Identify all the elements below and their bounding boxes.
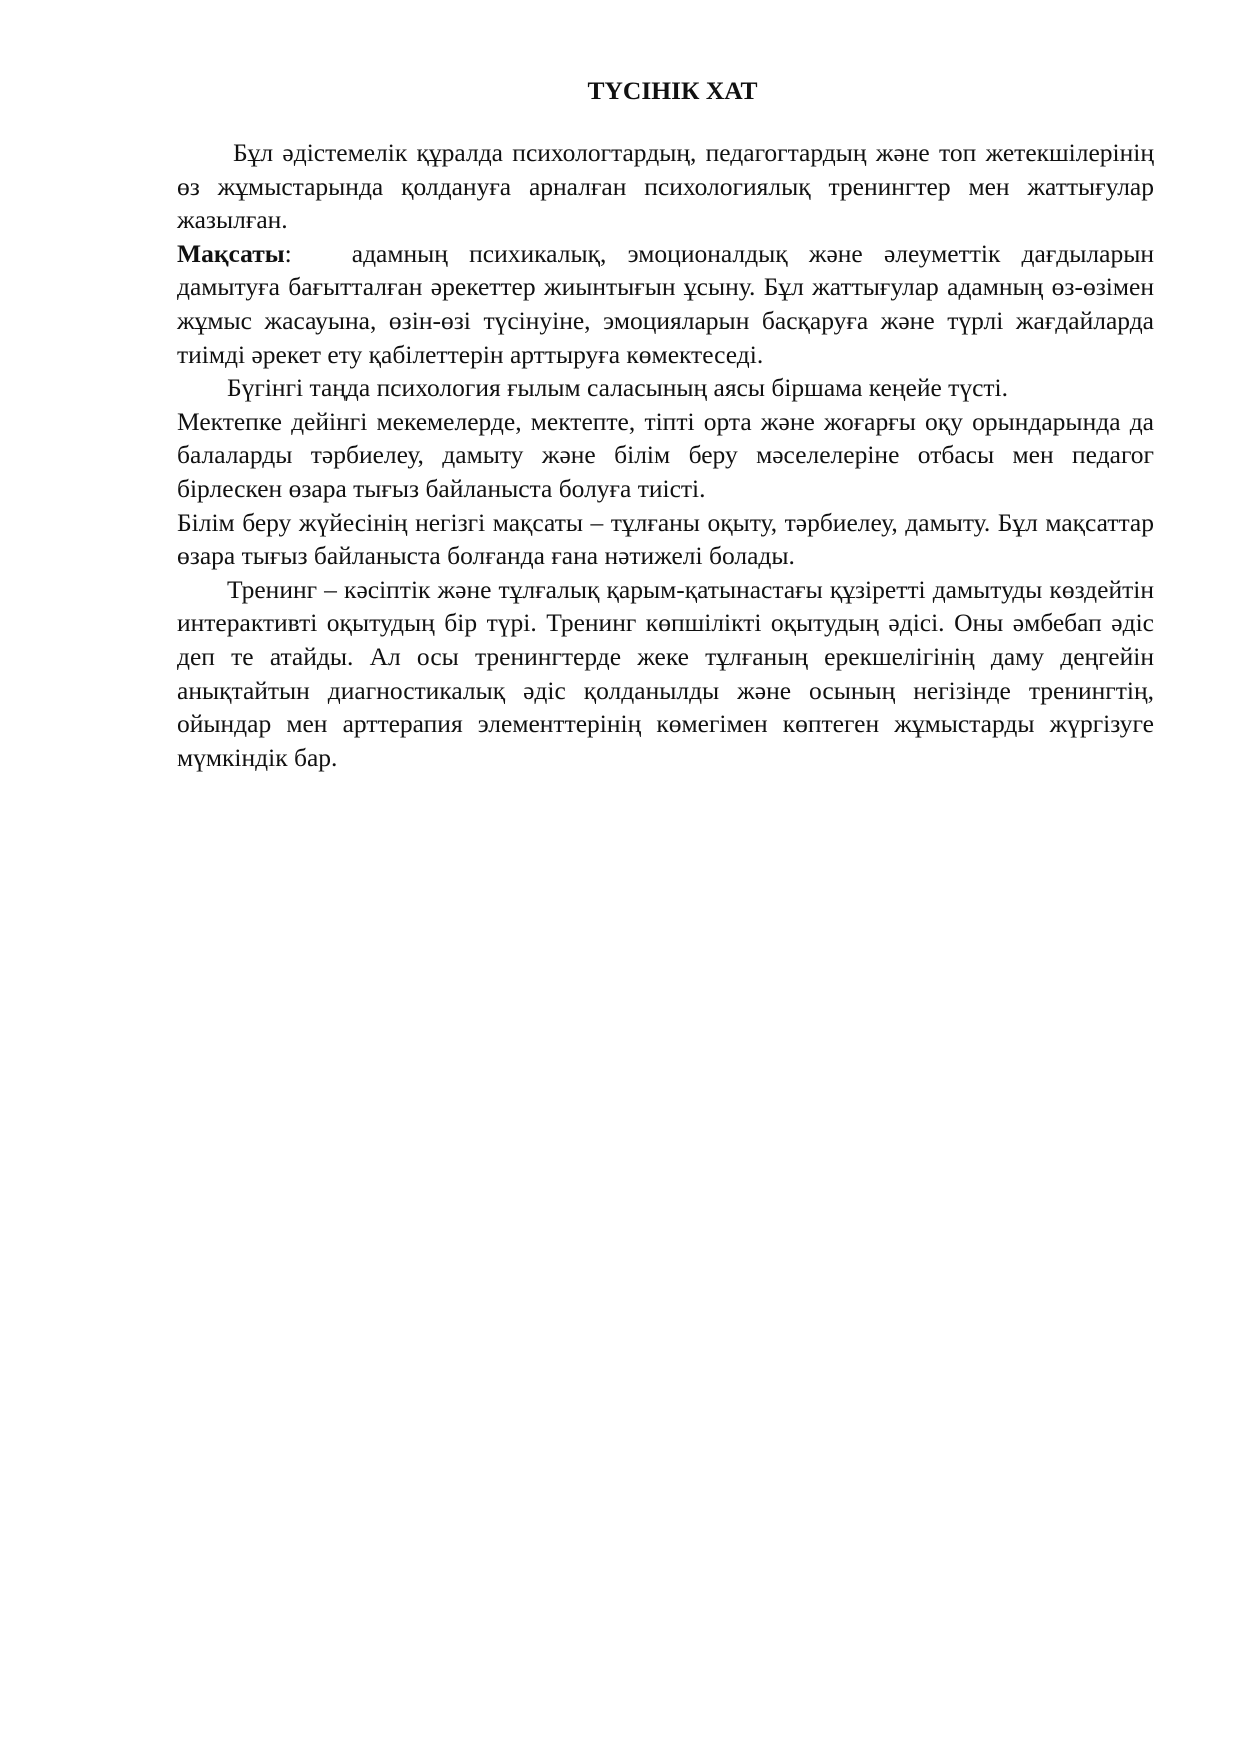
document-body (177, 70, 1154, 774)
paragraph-intro: Бұл әдістемелік құралда психологтардың, педагогтардың және топ жетекшілерінің өз жұмыстарында қолдануға арналған психологиялық тренингтер мен жаттығулар жазылған. (177, 138, 1154, 235)
goal-text: адамның психикалық, эмоционалдық және әлеуметтік дағдыларын дамытуға бағытталған әрекеттер жиынтығын ұсыну. Бұл жаттығулар адамның өз-өзімен жұмыс жасауына, өзін-өзі түсінуіне, эмоцияларын басқаруға және түрлі жағдайларда тиімді әрекет ету қабілеттерін арттыруға көмектеседі. (177, 238, 1154, 369)
page-title: ТҮСІНІК ХАТ (587, 76, 758, 105)
paragraph-training: Тренинг – кәсіптік және тұлғалық қарым-қатынастағы құзіретті дамытуды көздейтін интерактивті оқытудың бір түрі. Тренинг көпшілікті оқытудың әдісі. Оны әмбебап әдіс деп те атайды. Ал осы тренингтерде жеке тұлғаның ерекшелігінің даму деңгейін анықтайтын диагностикалық әдіс қолданылды және осының негізінде тренингтің, ойындар мен арттерапия элементтерінің көмегімен көптеген жұмыстарды жүргізуге мүмкіндік бар. (177, 574, 1154, 772)
goal-label: Мақсаты (177, 238, 285, 268)
paragraph-education: Білім беру жүйесінің негізгі мақсаты – тұлғаны оқыту, тәрбиелеу, дамыту. Бұл мақсаттар өзара тығыз байланыста болғанда ғана нәтижелі болады. (177, 507, 1154, 571)
goal-colon: : (284, 238, 292, 268)
paragraph-schools: Мектепке дейінгі мекемелерде, мектепте, тіпті орта және жоғарғы оқу орындарында да балаларды тәрбиелеу, дамыту және білім беру мәселелеріне отбасы мен педагог бірлескен өзара тығыз байланыста болуға тиісті. (177, 406, 1154, 503)
paragraph-goal (177, 237, 1154, 371)
paragraph-today: Бүгінгі таңда психология ғылым саласының аясы біршама кеңейе түсті. (227, 373, 1008, 403)
